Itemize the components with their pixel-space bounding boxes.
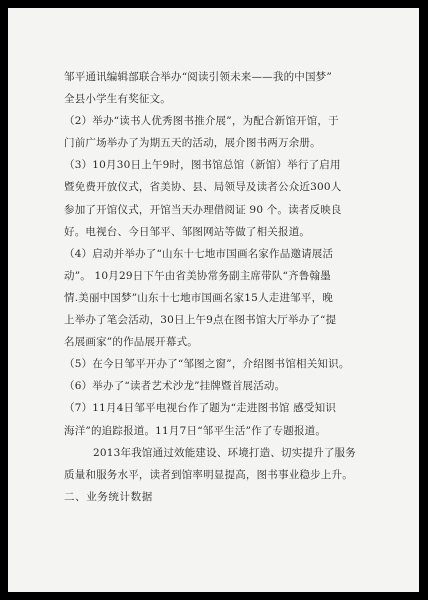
text-line-6: 暨免费开放仪式，省美协、县、局领导及读者公众近300人 (64, 181, 342, 194)
text-line-2: 全县小学生有奖征文。 (64, 93, 171, 106)
text-line-18: 2013年我馆通过效能建设、环境打造、切实提升了服务 (93, 446, 356, 459)
text-line-1: 邹平通讯编辑部联合举办“阅读引领未来——我的中国梦” (64, 71, 332, 83)
text-line-7: 参加了开馆仪式，开馆当天办理借阅证 90 个。读者反映良 (64, 203, 342, 216)
text-line-19: 质量和服务水平，读者到馆率明显提高，图书事业稳步上升。 (64, 468, 353, 481)
text-line-15: （6）举办了“读者艺术沙龙”挂牌暨首展活动。 (64, 380, 286, 393)
text-line-3: （2）举办“读书人优秀图书推介展”，为配合新馆开馆，于 (64, 115, 339, 128)
text-line-9: （4）启动并举办了“山东十七地市国画名家作品邀请展活 (64, 247, 334, 260)
text-line-5: （3）10月30日上午9时，图书馆总馆（新馆）举行了启用 (64, 159, 341, 172)
text-line-14: （5）在今日邹平开办了“邹图之窗”，介绍图书馆相关知识。 (64, 358, 350, 371)
text-line-11: 情.美丽中国梦”山东十七地市国画名家15人走进邹平，晚 (64, 291, 333, 304)
text-line-4: 门前广场举办了为期五天的活动，展介图书两万余册。 (64, 137, 321, 150)
text-line-13: 名展画家”的作品展开幕式。 (64, 336, 198, 349)
section-heading: 二、业务统计数据 (64, 490, 153, 503)
text-line-10: 动”。 10月29日下午由省美协常务副主席带队“齐鲁翰墨 (64, 269, 331, 282)
document-page (8, 8, 419, 592)
text-line-17: 海洋”的追踪报道。11月7日“邹平生活”作了专题报道。 (64, 424, 327, 437)
text-line-12: 上举办了笔会活动，30日上午9点在图书馆大厅举办了“提 (64, 314, 337, 327)
text-line-8: 好。电视台、今日邹平、邹图网站等做了相关报道。 (64, 225, 311, 238)
text-line-16: （7）11月4日邹平电视台作了题为“走进图书馆 感受知识 (64, 402, 337, 415)
